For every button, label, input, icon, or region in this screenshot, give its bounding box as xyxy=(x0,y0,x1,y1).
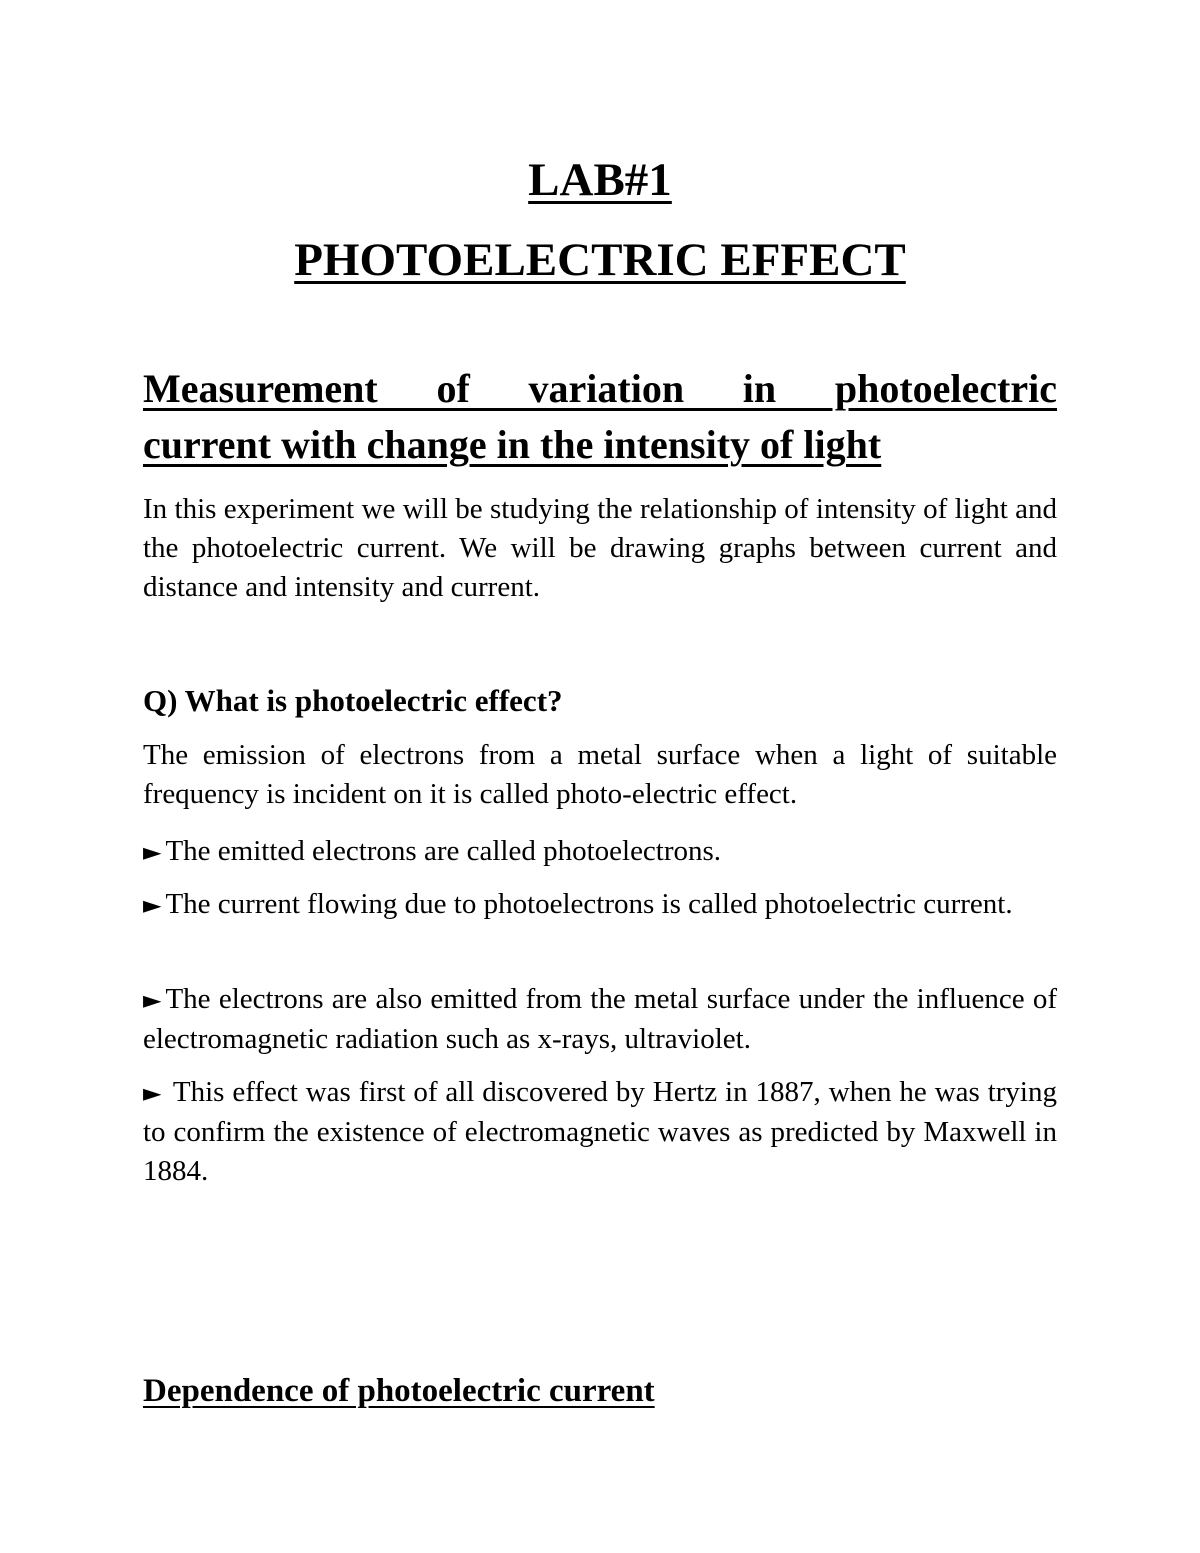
bullet-arrow-icon: ► xyxy=(143,891,162,919)
definition-paragraph: The emission of electrons from a metal surface when a light of suitable frequency is incident on it is called photo-electric effect. xyxy=(143,739,1057,810)
bullet-item xyxy=(143,885,1057,925)
section-heading xyxy=(143,361,1057,473)
bullet-item xyxy=(143,980,1057,1059)
bullet-text: This effect was first of all discovered by Hertz in 1887, when he was trying to confirm the existence of electromagnetic waves as predicted by Maxwell in 1884. xyxy=(143,1076,1057,1187)
section-heading-line-1-text: Measurement of variation in photoelectric xyxy=(143,366,1057,411)
bullet-item xyxy=(143,1073,1057,1191)
main-title xyxy=(0,230,1200,290)
lab-title xyxy=(0,150,1200,210)
dependence-heading xyxy=(143,1368,655,1414)
bullet-arrow-icon: ► xyxy=(143,838,162,866)
bullet-text: The emitted electrons are called photoelectrons. xyxy=(165,835,722,867)
question-heading: Q) What is photoelectric effect? xyxy=(143,683,563,718)
bullet-arrow-icon: ► xyxy=(143,1079,162,1107)
main-title-text: PHOTOELECTRIC EFFECT xyxy=(294,234,906,286)
bullet-item xyxy=(143,832,1057,872)
bullet-text: The electrons are also emitted from the metal surface under the influence of electromagnetic radiation such as x-rays, ultraviolet. xyxy=(143,983,1057,1055)
intro-paragraph: In this experiment we will be studying the relationship of intensity of light and the photoelectric current. We will be drawing graphs between current and distance and intensity and current. xyxy=(143,493,1057,603)
bullet-arrow-icon: ► xyxy=(143,986,162,1014)
dependence-heading-text: Dependence of photoelectric current xyxy=(143,1373,655,1409)
section-heading-line-2 xyxy=(143,417,1057,473)
lab-title-text: LAB#1 xyxy=(528,154,672,206)
bullet-text: The current flowing due to photoelectrons is called photoelectric current. xyxy=(165,888,1013,920)
section-heading-line-1 xyxy=(143,361,1057,417)
section-heading-line-2-text: current with change in the intensity of light xyxy=(143,422,882,467)
